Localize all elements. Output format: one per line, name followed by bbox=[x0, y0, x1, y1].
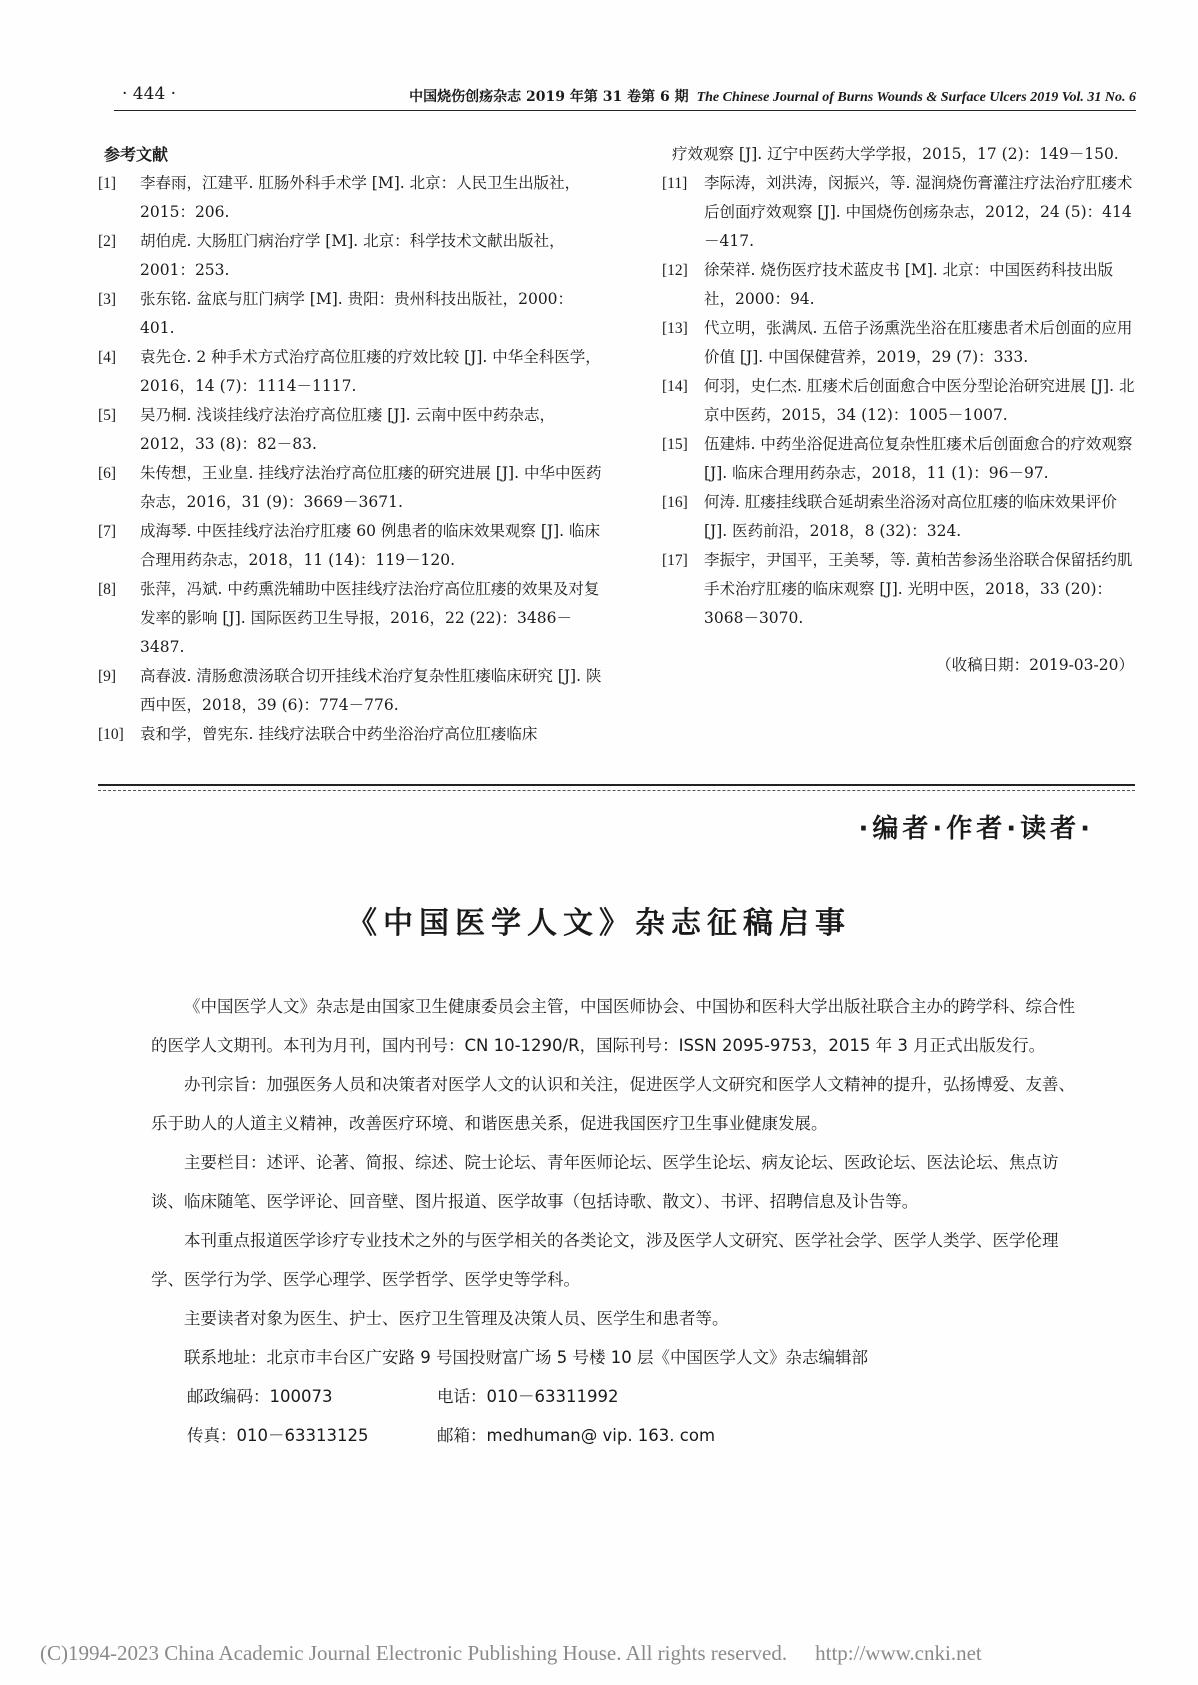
notice-title: 《中国医学人文》杂志征稿启事 bbox=[347, 906, 851, 941]
references-left-column bbox=[98, 140, 606, 749]
reference-item: [11] 李际涛，刘洪涛，闵振兴，等. 湿润烧伤膏灌注疗法治疗肛瘘术后创面疗效观察 [J]. 中国烧伤创疡杂志，2012，24 (5)：414－417. bbox=[662, 174, 1133, 250]
postcode: 邮政编码：100073 bbox=[187, 1387, 333, 1406]
fax: 传真：010－63313125 bbox=[187, 1426, 369, 1445]
received-date: （收稿日期：2019-03-20） bbox=[936, 656, 1134, 674]
notice-body bbox=[151, 987, 1087, 1455]
reference-item: [15] 伍建炜. 中药坐浴促进高位复杂性肛瘘术后创面愈合的疗效观察 [J]. 临床合理用药杂志，2018，11 (1)：96－97. bbox=[662, 435, 1133, 482]
section-divider-dashed bbox=[98, 790, 1135, 791]
email: 邮箱：medhuman@ vip. 163. com bbox=[437, 1426, 716, 1445]
reference-item: [6] 朱传想，王业皇. 挂线疗法治疗高位肛瘘的研究进展 [J]. 中华中医药杂志，2016，31 (9)：3669－3671. bbox=[98, 464, 602, 511]
reference-item: [10] 袁和学，曾宪东. 挂线疗法联合中药坐浴治疗高位肛瘘临床 bbox=[98, 725, 538, 743]
copyright-watermark bbox=[40, 1641, 982, 1666]
reference-item: [12] 徐荣祥. 烧伤医疗技术蓝皮书 [M]. 北京：中国医药科技出版社，2000：94. bbox=[662, 261, 1114, 308]
watermark-url: http://www.cnki.net bbox=[815, 1641, 982, 1665]
reference-item: [4] 袁先仓. 2 种手术方式治疗高位肛瘘的疗效比较 [J]. 中华全科医学，2016，14 (7)：1114－1117. bbox=[98, 348, 601, 395]
reference-item: [2] 胡伯虎. 大肠肛门病治疗学 [M]. 北京：科学技术文献出版社，2001：253. bbox=[98, 232, 565, 279]
running-header bbox=[114, 84, 1136, 111]
references-right-column bbox=[662, 140, 1138, 680]
notice-paragraph: 办刊宗旨：加强医务人员和决策者对医学人文的认识和关注，促进医学人文研究和医学人文精神的提升，弘扬博爱、友善、乐于助人的人道主义精神，改善医疗环境、和谐医患关系，促进我国医疗卫生事业健康发展。 bbox=[151, 1075, 1075, 1133]
section-divider bbox=[98, 784, 1135, 786]
copyright-text: (C)1994-2023 China Academic Journal Electronic Publishing House. All rights reserved. bbox=[40, 1641, 788, 1665]
notice-paragraph: 《中国医学人文》杂志是由国家卫生健康委员会主管，中国医师协会、中国协和医科大学出版社联合主办的跨学科、综合性的医学人文期刊。本刊为月刊，国内刊号：CN 10-1290/R，国际刊号：ISSN 2095-9753，2015 年 3 月正式出版发行。 bbox=[151, 997, 1075, 1055]
journal-title-en: The Chinese Journal of Burns Wounds & Surface Ulcers 2019 Vol. 31 No. 6 bbox=[696, 90, 1136, 105]
notice-paragraph: 联系地址：北京市丰台区广安路 9 号国投财富广场 5 号楼 10 层《中国医学人文》杂志编辑部 bbox=[184, 1348, 868, 1367]
page-number: · 444 · bbox=[122, 84, 177, 104]
reference-item: [5] 吴乃桐. 浅谈挂线疗法治疗高位肛瘘 [J]. 云南中医中药杂志，2012，33 (8)：82－83. bbox=[98, 406, 555, 453]
reference-item: [3] 张东铭. 盆底与肛门病学 [M]. 贵阳：贵州科技出版社，2000：401. bbox=[98, 290, 574, 337]
reference-item: [16] 何涛. 肛瘘挂线联合延胡索坐浴汤对高位肛瘘的临床效果评价 [J]. 医药前沿，2018，8 (32)：324. bbox=[662, 493, 1117, 540]
column-tag: ·编者·作者·读者· bbox=[858, 814, 1094, 844]
contact-row bbox=[151, 1416, 1087, 1455]
notice-paragraph: 主要栏目：述评、论著、简报、综述、院士论坛、青年医师论坛、医学生论坛、病友论坛、医政论坛、医法论坛、焦点访谈、临床随笔、医学评论、回音壁、图片报道、医学故事（包括诗歌、散文）、书评、招聘信息及讣告等。 bbox=[151, 1153, 1059, 1211]
reference-item: [7] 成海琴. 中医挂线疗法治疗肛瘘 60 例患者的临床效果观察 [J]. 临床合理用药杂志，2018，11 (14)：119－120. bbox=[98, 522, 601, 569]
phone: 电话：010－63311992 bbox=[437, 1387, 619, 1406]
reference-continuation: 疗效观察 [J]. 辽宁中医药大学学报，2015，17 (2)：149－150. bbox=[672, 145, 1119, 163]
reference-item: [9] 高春波. 清肠愈溃汤联合切开挂线术治疗复杂性肛瘘临床研究 [J]. 陕西中医，2018，39 (6)：774－776. bbox=[98, 667, 602, 714]
reference-item: [17] 李振宇，尹国平，王美琴，等. 黄柏苦参汤坐浴联合保留括约肌手术治疗肛瘘的临床观察 [J]. 光明中医，2018，33 (20)：3068－3070. bbox=[662, 551, 1133, 627]
notice-paragraph: 本刊重点报道医学诊疗专业技术之外的与医学相关的各类论文，涉及医学人文研究、医学社会学、医学人类学、医学伦理学、医学行为学、医学心理学、医学哲学、医学史等学科。 bbox=[151, 1231, 1059, 1289]
reference-item: [1] 李春雨，江建平. 肛肠外科手术学 [M]. 北京：人民卫生出版社，2015：206. bbox=[98, 174, 581, 221]
journal-title-cn: 中国烧伤创疡杂志 2019 年第 31 卷第 6 期 bbox=[409, 89, 689, 105]
contact-row bbox=[151, 1377, 1087, 1416]
reference-item: [13] 代立明，张满凤. 五倍子汤熏洗坐浴在肛瘘患者术后创面的应用价值 [J]. 中国保健营养，2019，29 (7)：333. bbox=[662, 319, 1133, 366]
notice-paragraph: 主要读者对象为医生、护士、医疗卫生管理及决策人员、医学生和患者等。 bbox=[184, 1309, 729, 1328]
journal-title bbox=[409, 86, 1136, 106]
reference-item: [8] 张萍，冯斌. 中药熏洗辅助中医挂线疗法治疗高位肛瘘的效果及对复发率的影响 [J]. 国际医药卫生导报，2016，22 (22)：3486－3487. bbox=[98, 580, 600, 656]
references-heading: 参考文献 bbox=[104, 145, 169, 164]
reference-item: [14] 何羽，史仁杰. 肛瘘术后创面愈合中医分型论治研究进展 [J]. 北京中医药，2015，34 (12)：1005－1007. bbox=[662, 377, 1135, 424]
